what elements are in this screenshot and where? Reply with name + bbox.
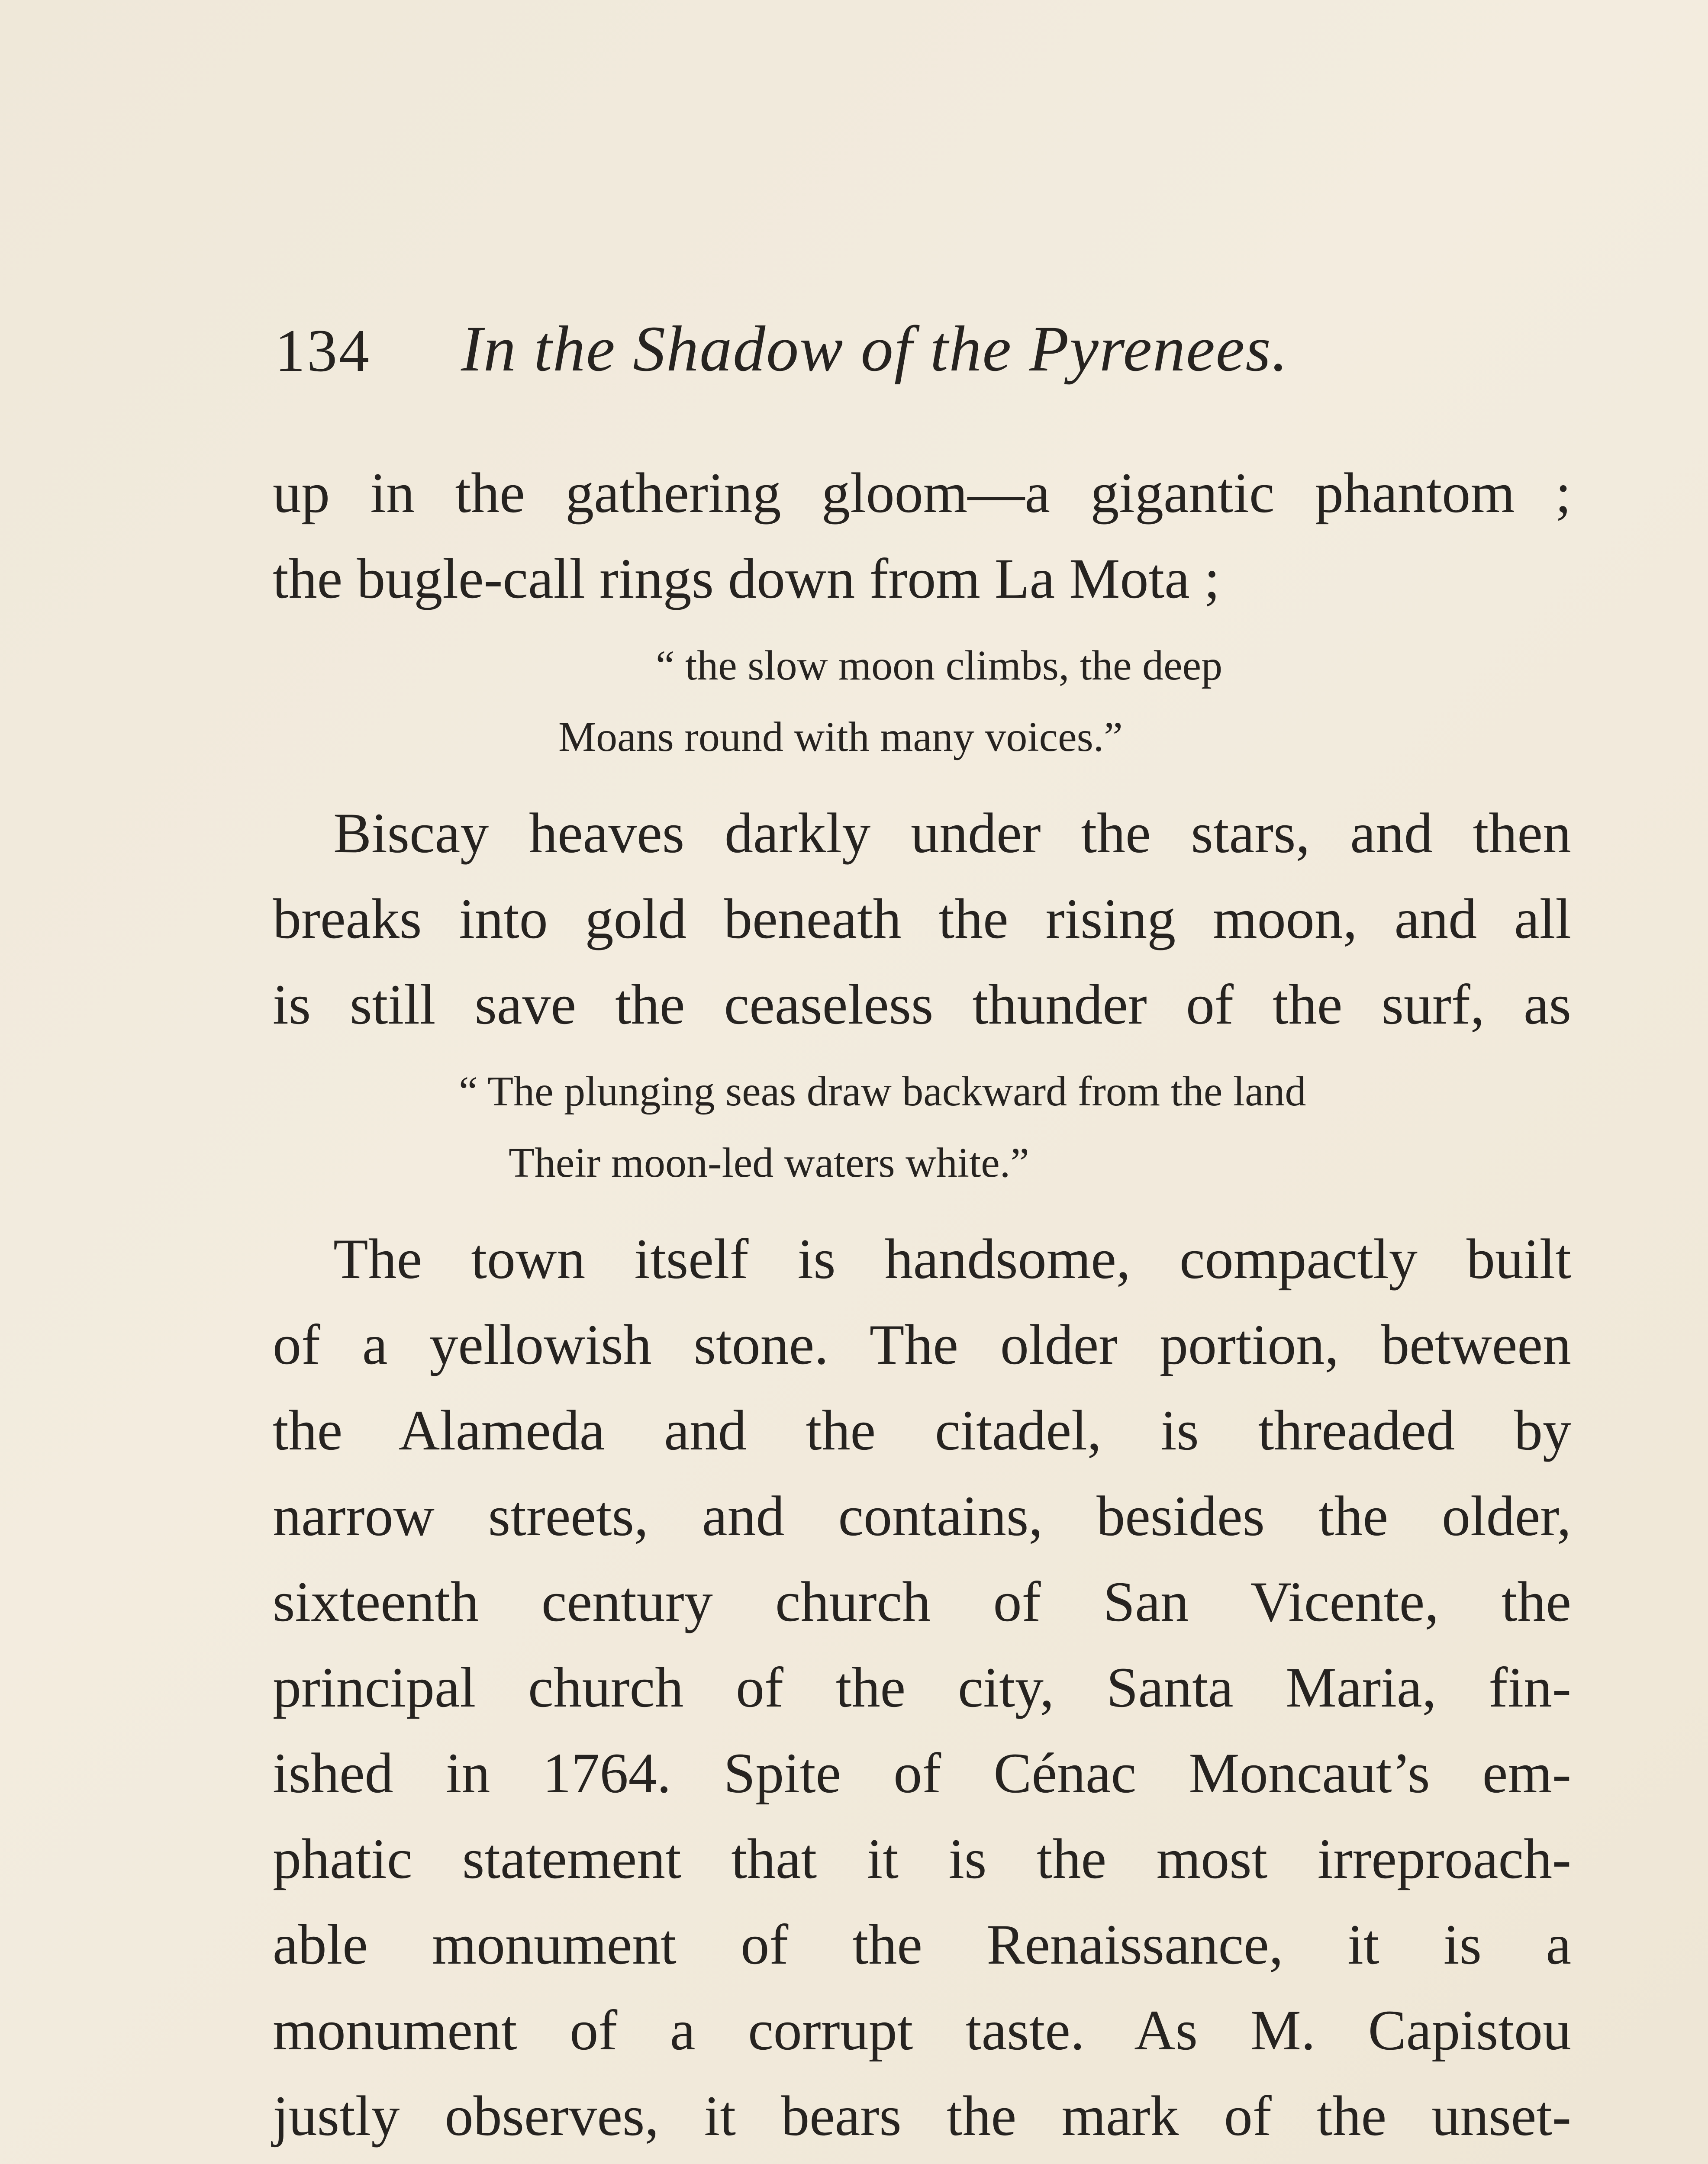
text-line: able monument of the Renaissance, it is a	[273, 1913, 1571, 1976]
text-line: breaks into gold beneath the rising moon, and all	[273, 887, 1571, 950]
text-line: Biscay heaves darkly under the stars, and then	[333, 801, 1571, 865]
running-title: In the Shadow of the Pyrenees.	[461, 313, 1289, 385]
body-text	[273, 450, 1571, 2164]
text-line	[273, 2159, 1571, 2164]
text-line: the Alameda and the citadel, is threaded by	[273, 1398, 1571, 1462]
quote-line: Moans round with many voices.”	[558, 714, 1123, 760]
text-line: ished in 1764. Spite of Cénac Moncaut’s em-	[273, 1741, 1571, 1805]
running-head	[275, 303, 1444, 390]
text-line: sixteenth century church of San Vicente, the	[273, 1570, 1571, 1633]
text-line: narrow streets, and contains, besides the older,	[273, 1484, 1571, 1548]
text-line: The town itself is handsome, compactly built	[333, 1227, 1571, 1291]
text-line: justly observes, it bears the mark of the unset-	[273, 2084, 1571, 2148]
text-line: phatic statement that it is the most irreproach-	[273, 1827, 1571, 1890]
quote-line: Their moon-led waters white.”	[509, 1140, 1029, 1186]
page-number: 134	[275, 317, 371, 384]
text-line: up in the gathering gloom—a gigantic phantom ;	[273, 461, 1571, 525]
text-line: principal church of the city, Santa Maria, fin-	[273, 1655, 1571, 1719]
text-line: of a yellowish stone. The older portion, between	[273, 1313, 1571, 1376]
quote-line: “ The plunging seas draw backward from the land	[459, 1068, 1306, 1115]
text-line: is still save the ceaseless thunder of the surf, as	[273, 973, 1571, 1036]
text-line: the bugle-call rings down from La Mota ;	[273, 547, 1220, 610]
quote-line: “ the slow moon climbs, the deep	[656, 642, 1223, 689]
text-line: monument of a corrupt taste. As M. Capistou	[273, 1998, 1571, 2062]
